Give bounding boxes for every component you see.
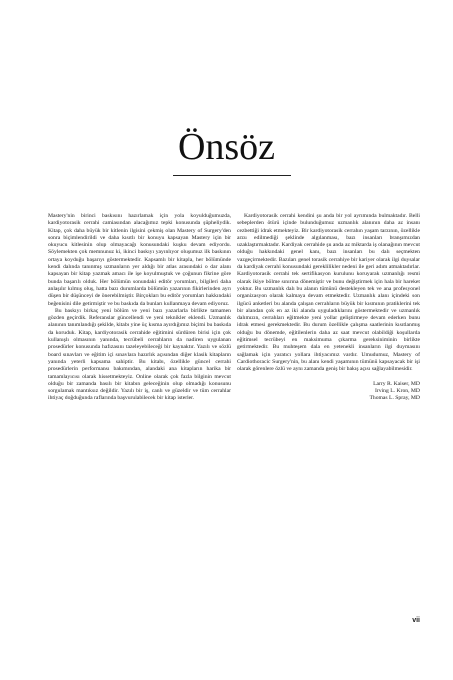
left-column xyxy=(48,213,231,403)
signature-line: Larry R. Kaiser, MD xyxy=(373,380,420,387)
right-column xyxy=(237,213,420,402)
paragraph: Kardiyotorasik cerrahi kendini şu anda bir yol ayrımında bulmaktadır. Belli sebeplerden ötürü içinde bulunduğumuz uzmanlık alanının daha az insanı cezbettiği idrak etmekteyiz. Bir kardiyotorasik cerrahın yaşam tarzının, özellikle arzu edilmediği şeklinde algılanması, bazı insanları branşımızdan uzaklaştırmaktadır. Kardiyak cerrahide şu anda az miktarda iş olanağının mevcut olduğu hakkındaki genel kanı, bazı insanları bu dalı seçmekten vazgeçirmektedir. Bazıları genel torasik cerrahiye bir kariyer olarak ilgi duysalar da kardiyak cerrahi konusundaki gereklilikler nedeni ile geri adım atmaktadırlar. Kardiyotorasik cerrahi tek sertifikasyon kurulunu koruyarak uzmanlığı resmi olarak ikiye bölme sınırına dönemiştir ve bunu değiştirmek için hala bir hareket yoktur. Bu uzmanlık dalı bu alanın tümünü destekleyen tek ve ana profesyonel organizasyon olarak kalmaya devam etmektedir. Uzmanlık alanı içindeki son ilgücü anketleri bu alanda çalışan cerrahların büyük bir kısmının pratiklerini tek bir alandan çok en az iki alanda uyguladıklarını göstermektedir ve uzmanlık dalımızın, cerrahları eğitmekte yeni yollar geliştirmeye devam ederken bunu idrak etmesi gerekmektedir. Bu durum özellikle çalışma saatlerinin kısıtlanmış olduğu bu dönemde, eğitilenlerin daha az saat mevcut olabildiği koşullarda eğitimsel tecrübeyi en maksimuma çıkarma gereksiniminin birlikte getirmektedir. Bu muhteşem dala en yetenekli insanların ilgi duymasını sağlamak için yaratıcı yollara ihtiyacımız vardır. Umudumuz, Mastery of Cardiothoracic Surgery'nin, bu alanı kendi yaşamının tümünü kapsayacak bir işi olarak görenlere özlü ve aynı zamanda geniş bir bakış açısı sağlayabilmesidir. xyxy=(237,213,420,373)
page-title: Önsöz xyxy=(177,126,276,168)
signature-line: Irving L. Kron, MD xyxy=(375,387,420,394)
paragraph: Bu baskıyı birkaç yeni bölüm ve yeni bazı yazarlarla birlikte tamamen gözden geçirdik. Referanslar güncellendi ve yeni teknikler eklendi. Uzmanlık alanının tanımlandığı şekilde, kitabı yine üç kısma ayırdığımız biçimi bu baskıda da koruduk. Kitap, kardiyotorasik cerrahide eğitimini sürdüren birisi için çok kullanışlı olmasının yanında, tecrübeli cerrahların da nadiren uygulanan prosedürler konusunda hafızasını tazeleyebileceği bir kaynaktır. Yazılı ve sözlü board sınavları ve eğitim içi sınavlara hazırlık açısından diğer klasik kitapların yanında yeterli kapsama sahiptir. Bu kitabı, özellikle güncel cerrahi prosedürlerin performansı bakımından, alandaki ana kitapların harika bir tamamlayıcısı olarak hissetmekteyiz. Online olarak çok fazla bilginin mevcut olduğu bir zamanda basılı bir kitabın geleceğinin olup olmadığı konusunu sorgulamak mantıksız değildir. Yazılı bir iş, canlı ve güzeldir ve tüm cerrahlar ihtiyaç doğduğunda raflarında başvurulabilecek bir kitap isterler. xyxy=(48,307,231,402)
page-number: vii xyxy=(412,617,420,624)
signature-block xyxy=(237,381,420,403)
signature-line: Thomas L. Spray, MD xyxy=(369,395,420,402)
paragraph: Mastery'nin birinci baskısını hazırlamak için yola koyulduğumuzda, kardiyotorasik cerrahi camiasından alacağımız tepki konusunda şüpheliydik. Kitap, çok daha büyük bir kitlenin ilgisini çekmiş olan Mastery of Surgery'den sonra biçimlendirildi ve daha kısıtlı bir konuyu kapsayan Mastery için bir okuyucu kitlesinin olup olmayacağı konusundaki kuşku devam ediyordu. Söylemekten çok memnunuz ki, ikinci baskıyı yayınlıyor oluşumuz ilk baskının ortaya koyduğu başarıyı göstermektedir. Kapsamlı bir kitapla, her bölümünde kendi dalında tanınmış uzmanların yer aldığı bir atlas arasındaki o dar alanı kapsayan bir kitap yazmak amacı ile işe koyulmuştuk ve çoğunun fikrine göre bunda başarılı olduk. Her bölümün sonundaki editör yorumları, bilgileri daha anlaşılır kılmış oluş, hatta bazı durumlarda bölümün yazarının fikirlerinden ayrı düşen bir düşünceyi de önerebilmiştir. Birçokları bu editör yorumları hakkındaki beğenisini dile getirmiştir ve bu baskıda da bunları kullanmaya devam ediyoruz. xyxy=(48,213,231,307)
title-underline xyxy=(173,175,291,176)
